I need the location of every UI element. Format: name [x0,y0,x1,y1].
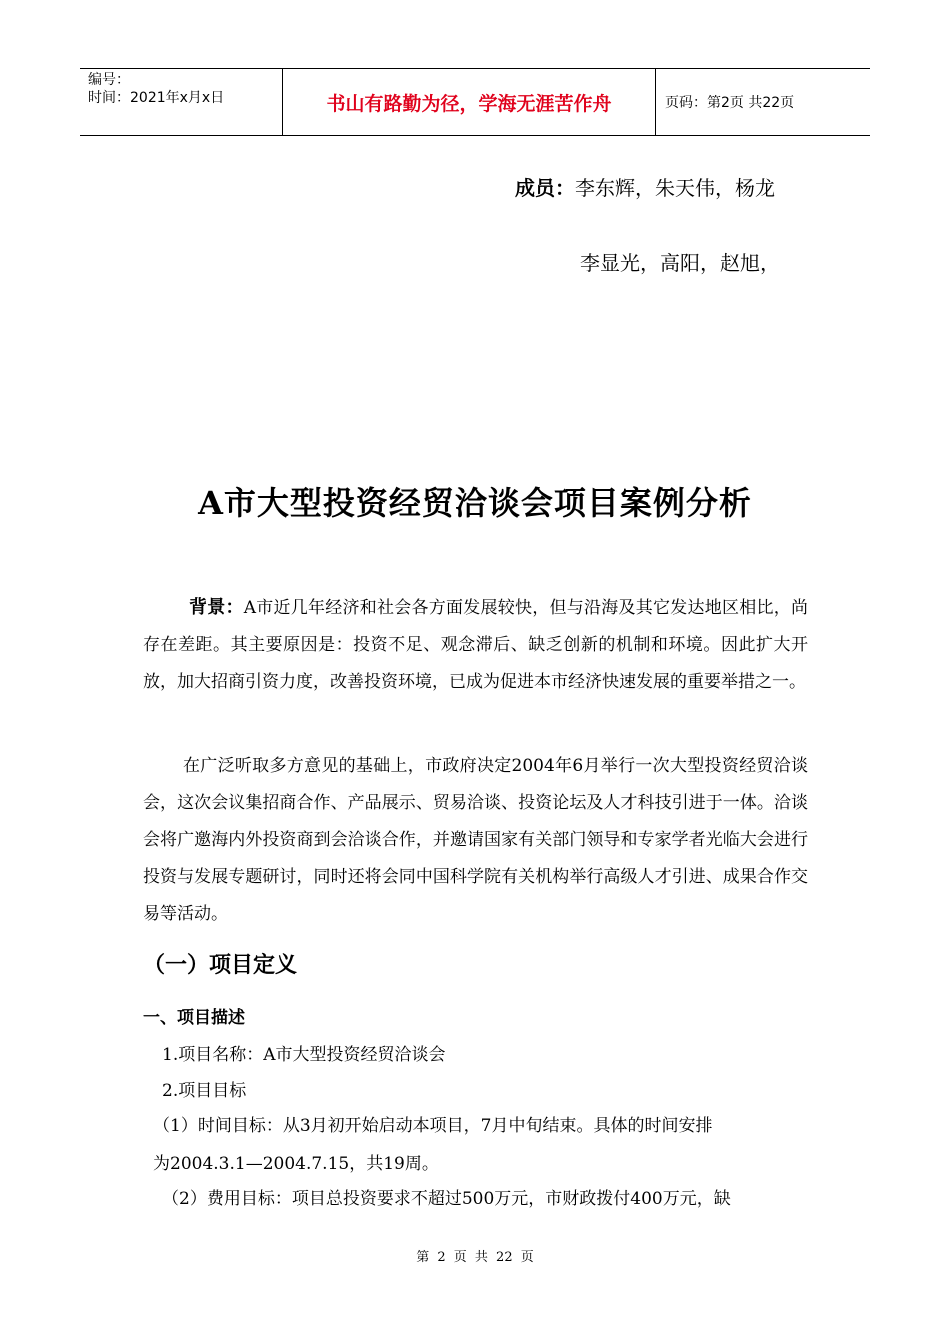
project-name-item: 1.项目名称：A市大型投资经贸洽谈会 [162,1045,446,1065]
members-names-1: 李东辉，朱天伟，杨龙 [575,176,775,200]
number-label: 编号： [88,72,130,88]
subsection-heading: 一、项目描述 [143,1008,245,1028]
section-heading: （一）项目定义 [143,953,298,978]
time-goal-line-2: 为2004.3.1—2004.7.15，共19周。 [153,1154,439,1174]
time-goal-line-1: （1）时间目标：从3月初开始启动本项目，7月中旬结束。具体的时间安排 [153,1116,713,1136]
page-header [80,68,870,136]
background-paragraph-2: 在广泛听取多方意见的基础上，市政府决定2004年6月举行一次大型投资经贸洽谈会，这次会议集招商合作、产品展示、贸易洽谈、投资论坛及人才科技引进于一体。洽谈会将广邀海内外投资商到会洽谈合作，并邀请国家有关部门领导和专家学者光临大会进行投资与发展专题研讨，同时还将会同中国科学院有关机构举行高级人才引进、成果合作交易等活动。 [143,756,808,924]
cost-goal-line-1: （2）费用目标：项目总投资要求不超过500万元，市财政拨付400万元，缺 [162,1189,731,1209]
background-label: 背景： [189,597,244,618]
header-page-info: 页码：第2页 共22页 [665,95,795,111]
background-paragraph-1 [143,589,808,701]
background-text-1: A市近几年经济和社会各方面发展较快，但与沿海及其它发达地区相比，尚存在差距。其主要原因是：投资不足、观念滞后、缺乏创新的机制和环境。因此扩大开放，加大招商引资力度，改善投资环境，已成为促进本市经济快速发展的重要举措之一。 [143,598,808,692]
members-label: 成员： [515,176,575,200]
page-footer: 第 2 页 共 22 页 [416,1250,534,1265]
header-motto: 书山有路勤为径，学海无涯苦作舟 [282,69,656,135]
document-title: A市大型投资经贸洽谈会项目案例分析 [198,484,752,522]
project-goal-item: 2.项目目标 [162,1081,247,1101]
members-line-1 [515,172,775,201]
members-names-2: 李显光，高阳，赵旭， [580,251,780,275]
time-label: 时间：2021年x月x日 [88,90,225,106]
header-meta [80,69,282,135]
